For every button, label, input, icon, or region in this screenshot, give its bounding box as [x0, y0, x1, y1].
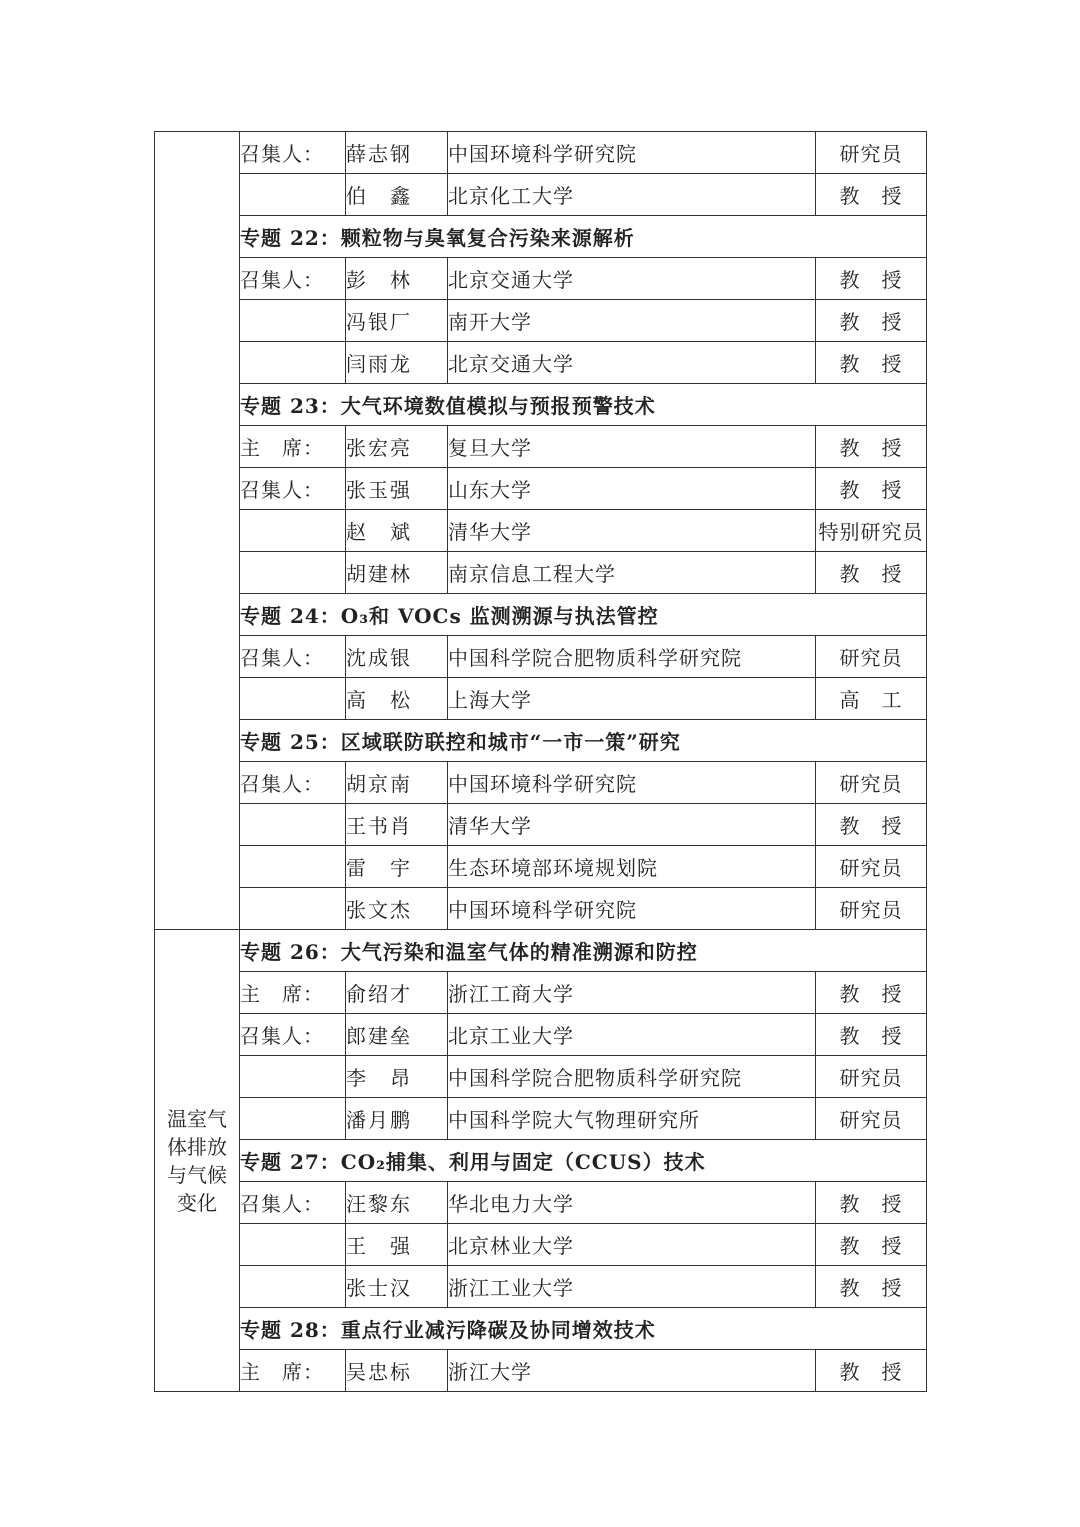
- org-cell: 浙江工业大学: [448, 1266, 816, 1308]
- org-cell: 中国科学院大气物理研究所: [448, 1098, 816, 1140]
- title-cell: 教 授: [816, 1266, 927, 1308]
- name-cell: 张士汉: [346, 1266, 448, 1308]
- role-cell: 主 席：: [240, 1350, 346, 1392]
- name-cell: 王 强: [346, 1224, 448, 1266]
- title-cell: 研究员: [816, 1056, 927, 1098]
- role-cell: 召集人：: [240, 636, 346, 678]
- title-cell: 教 授: [816, 804, 927, 846]
- org-cell: 北京林业大学: [448, 1224, 816, 1266]
- member-row: [155, 174, 927, 216]
- category-cell: [155, 930, 240, 1392]
- member-row: [155, 468, 927, 510]
- member-row: [155, 552, 927, 594]
- role-cell: [240, 174, 346, 216]
- name-cell: 王书肖: [346, 804, 448, 846]
- member-row: [155, 972, 927, 1014]
- name-cell: 闫雨龙: [346, 342, 448, 384]
- title-cell: 研究员: [816, 636, 927, 678]
- topic-heading: 专题 24：O₃和 VOCs 监测溯源与执法管控: [240, 594, 927, 636]
- org-cell: 北京交通大学: [448, 342, 816, 384]
- topic-row: [155, 1308, 927, 1350]
- topic-heading: 专题 28：重点行业减污降碳及协同增效技术: [240, 1308, 927, 1350]
- topic-heading: 专题 23：大气环境数值模拟与预报预警技术: [240, 384, 927, 426]
- title-cell: 教 授: [816, 258, 927, 300]
- member-row: [155, 426, 927, 468]
- name-cell: 汪黎东: [346, 1182, 448, 1224]
- name-cell: 张玉强: [346, 468, 448, 510]
- org-cell: 华北电力大学: [448, 1182, 816, 1224]
- org-cell: 复旦大学: [448, 426, 816, 468]
- role-cell: 召集人：: [240, 1182, 346, 1224]
- role-cell: [240, 342, 346, 384]
- name-cell: 高 松: [346, 678, 448, 720]
- org-cell: 北京化工大学: [448, 174, 816, 216]
- name-cell: 沈成银: [346, 636, 448, 678]
- topic-row: [155, 1140, 927, 1182]
- role-cell: 召集人：: [240, 1014, 346, 1056]
- title-cell: 教 授: [816, 342, 927, 384]
- role-cell: [240, 846, 346, 888]
- member-row: [155, 636, 927, 678]
- org-cell: 中国科学院合肥物质科学研究院: [448, 636, 816, 678]
- member-row: [155, 258, 927, 300]
- topic-heading: 专题 25：区域联防联控和城市“一市一策”研究: [240, 720, 927, 762]
- org-cell: 上海大学: [448, 678, 816, 720]
- name-cell: 张文杰: [346, 888, 448, 930]
- role-cell: [240, 1266, 346, 1308]
- org-cell: 中国科学院合肥物质科学研究院: [448, 1056, 816, 1098]
- org-cell: 浙江大学: [448, 1350, 816, 1392]
- name-cell: 吴忠标: [346, 1350, 448, 1392]
- member-row: [155, 1350, 927, 1392]
- name-cell: 胡建林: [346, 552, 448, 594]
- name-cell: 张宏亮: [346, 426, 448, 468]
- title-cell: 教 授: [816, 1350, 927, 1392]
- member-row: [155, 300, 927, 342]
- org-cell: 生态环境部环境规划院: [448, 846, 816, 888]
- name-cell: 冯银厂: [346, 300, 448, 342]
- title-cell: 特别研究员: [816, 510, 927, 552]
- topic-row: [155, 384, 927, 426]
- role-cell: [240, 678, 346, 720]
- name-cell: 潘月鹏: [346, 1098, 448, 1140]
- title-cell: 教 授: [816, 426, 927, 468]
- role-cell: [240, 1224, 346, 1266]
- category-cell: [155, 132, 240, 930]
- title-cell: 教 授: [816, 468, 927, 510]
- title-cell: 教 授: [816, 552, 927, 594]
- role-cell: [240, 1098, 346, 1140]
- role-cell: [240, 510, 346, 552]
- org-cell: 北京工业大学: [448, 1014, 816, 1056]
- role-cell: 召集人：: [240, 762, 346, 804]
- member-row: [155, 1098, 927, 1140]
- committee-table: [154, 131, 927, 1392]
- title-cell: 教 授: [816, 972, 927, 1014]
- member-row: [155, 1014, 927, 1056]
- topic-heading: 专题 22：颗粒物与臭氧复合污染来源解析: [240, 216, 927, 258]
- name-cell: 李 昂: [346, 1056, 448, 1098]
- member-row: [155, 888, 927, 930]
- name-cell: 郎建垒: [346, 1014, 448, 1056]
- name-cell: 伯 鑫: [346, 174, 448, 216]
- topic-heading: 专题 27：CO₂捕集、利用与固定（CCUS）技术: [240, 1140, 927, 1182]
- topic-heading: 专题 26：大气污染和温室气体的精准溯源和防控: [240, 930, 927, 972]
- member-row: [155, 1266, 927, 1308]
- org-cell: 山东大学: [448, 468, 816, 510]
- title-cell: 高 工: [816, 678, 927, 720]
- title-cell: 教 授: [816, 174, 927, 216]
- org-cell: 南开大学: [448, 300, 816, 342]
- role-cell: [240, 552, 346, 594]
- org-cell: 浙江工商大学: [448, 972, 816, 1014]
- title-cell: 教 授: [816, 1224, 927, 1266]
- role-cell: 主 席：: [240, 426, 346, 468]
- title-cell: 研究员: [816, 846, 927, 888]
- member-row: [155, 804, 927, 846]
- title-cell: 教 授: [816, 300, 927, 342]
- name-cell: 雷 宇: [346, 846, 448, 888]
- org-cell: 中国环境科学研究院: [448, 762, 816, 804]
- title-cell: 研究员: [816, 132, 927, 174]
- member-row: [155, 132, 927, 174]
- title-cell: 教 授: [816, 1182, 927, 1224]
- member-row: [155, 510, 927, 552]
- member-row: [155, 1056, 927, 1098]
- member-row: [155, 342, 927, 384]
- role-cell: 召集人：: [240, 132, 346, 174]
- member-row: [155, 762, 927, 804]
- category-label: 温室气体排放与气候变化: [167, 1106, 227, 1215]
- name-cell: 胡京南: [346, 762, 448, 804]
- member-row: [155, 678, 927, 720]
- role-cell: [240, 804, 346, 846]
- org-cell: 清华大学: [448, 804, 816, 846]
- topic-row: [155, 720, 927, 762]
- name-cell: 俞绍才: [346, 972, 448, 1014]
- title-cell: 研究员: [816, 1098, 927, 1140]
- name-cell: 彭 林: [346, 258, 448, 300]
- role-cell: 召集人：: [240, 258, 346, 300]
- org-cell: 北京交通大学: [448, 258, 816, 300]
- role-cell: [240, 888, 346, 930]
- org-cell: 南京信息工程大学: [448, 552, 816, 594]
- role-cell: 召集人：: [240, 468, 346, 510]
- name-cell: 赵 斌: [346, 510, 448, 552]
- name-cell: 薛志钢: [346, 132, 448, 174]
- org-cell: 中国环境科学研究院: [448, 888, 816, 930]
- member-row: [155, 846, 927, 888]
- role-cell: [240, 1056, 346, 1098]
- org-cell: 中国环境科学研究院: [448, 132, 816, 174]
- title-cell: 教 授: [816, 1014, 927, 1056]
- role-cell: 主 席：: [240, 972, 346, 1014]
- title-cell: 研究员: [816, 762, 927, 804]
- title-cell: 研究员: [816, 888, 927, 930]
- org-cell: 清华大学: [448, 510, 816, 552]
- topic-row: [155, 594, 927, 636]
- member-row: [155, 1182, 927, 1224]
- topic-row: [155, 930, 927, 972]
- role-cell: [240, 300, 346, 342]
- member-row: [155, 1224, 927, 1266]
- topic-row: [155, 216, 927, 258]
